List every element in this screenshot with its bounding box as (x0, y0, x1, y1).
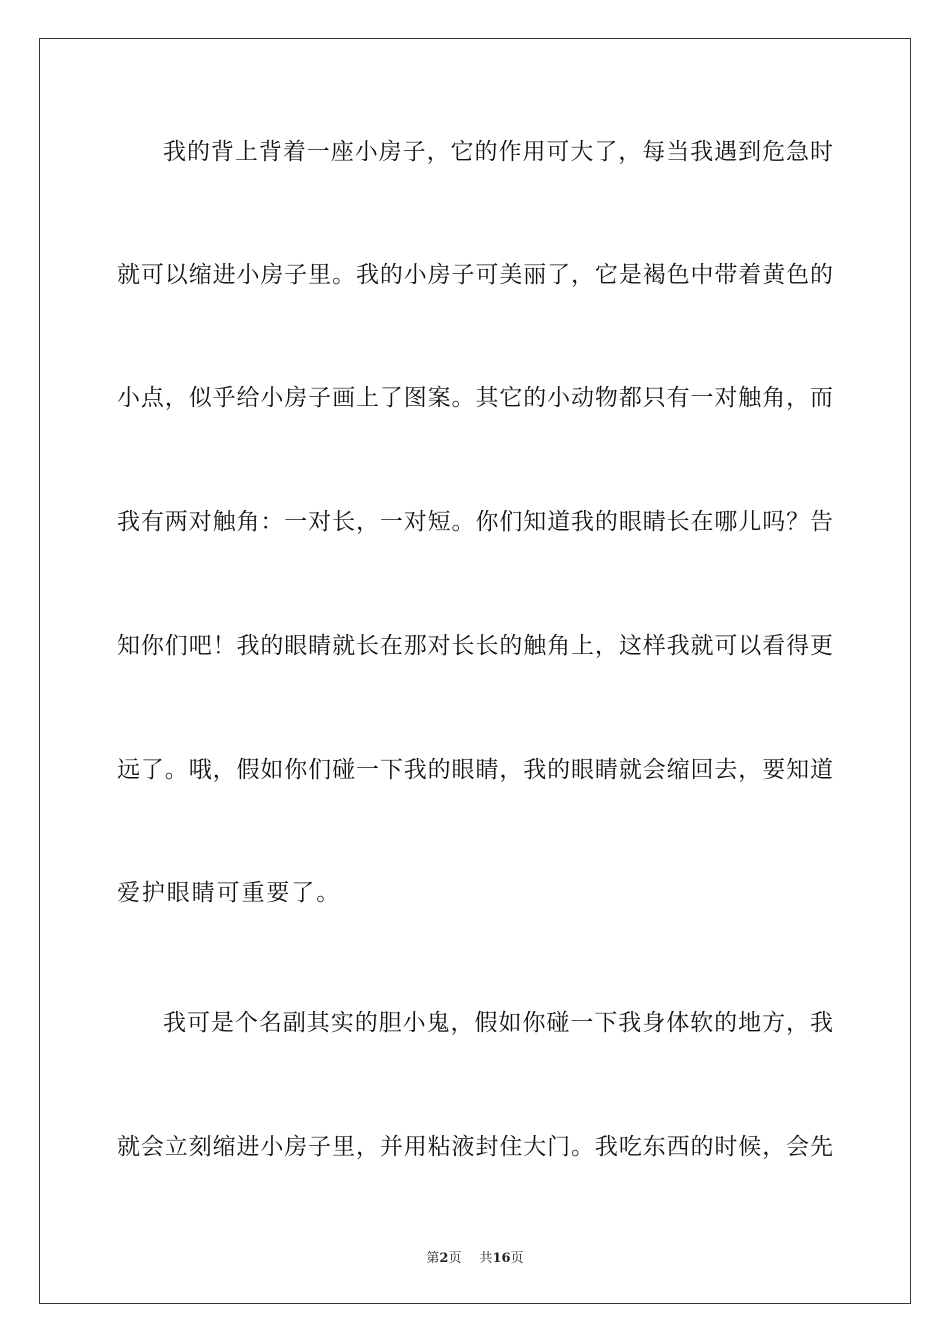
paragraph-1-line-2: 就可以缩进小房子里。我的小房子可美丽了，它是褐色中带着黄色的 (117, 262, 833, 288)
total-pages: 16 (492, 1251, 511, 1266)
page-prefix: 第 (426, 1251, 440, 1266)
paragraph-2-line-2: 就会立刻缩进小房子里，并用粘液封住大门。我吃东西的时候，会先 (117, 1134, 833, 1160)
paragraph-1-line-4: 我有两对触角：一对长，一对短。你们知道我的眼睛长在哪儿吗？告 (117, 509, 833, 535)
page-footer (0, 1247, 950, 1266)
paragraph-2-line-1: 我可是个名副其实的胆小鬼，假如你碰一下我身体软的地方，我 (163, 1010, 833, 1036)
paragraph-1-line-1: 我的背上背着一座小房子，它的作用可大了，每当我遇到危急时 (163, 139, 833, 165)
page-suffix: 页 (448, 1251, 462, 1266)
paragraph-1-line-7: 爱护眼睛可重要了。 (117, 880, 342, 906)
page-number: 2 (439, 1251, 449, 1266)
total-suffix: 页 (510, 1251, 524, 1266)
page-border (39, 38, 911, 1304)
total-prefix: 共 (479, 1251, 493, 1266)
paragraph-1-line-3: 小点，似乎给小房子画上了图案。其它的小动物都只有一对触角，而 (117, 385, 833, 411)
paragraph-1-line-6: 远了。哦，假如你们碰一下我的眼睛，我的眼睛就会缩回去，要知道 (117, 757, 833, 783)
paragraph-1-line-5: 知你们吧！我的眼睛就长在那对长长的触角上，这样我就可以看得更 (117, 633, 833, 659)
